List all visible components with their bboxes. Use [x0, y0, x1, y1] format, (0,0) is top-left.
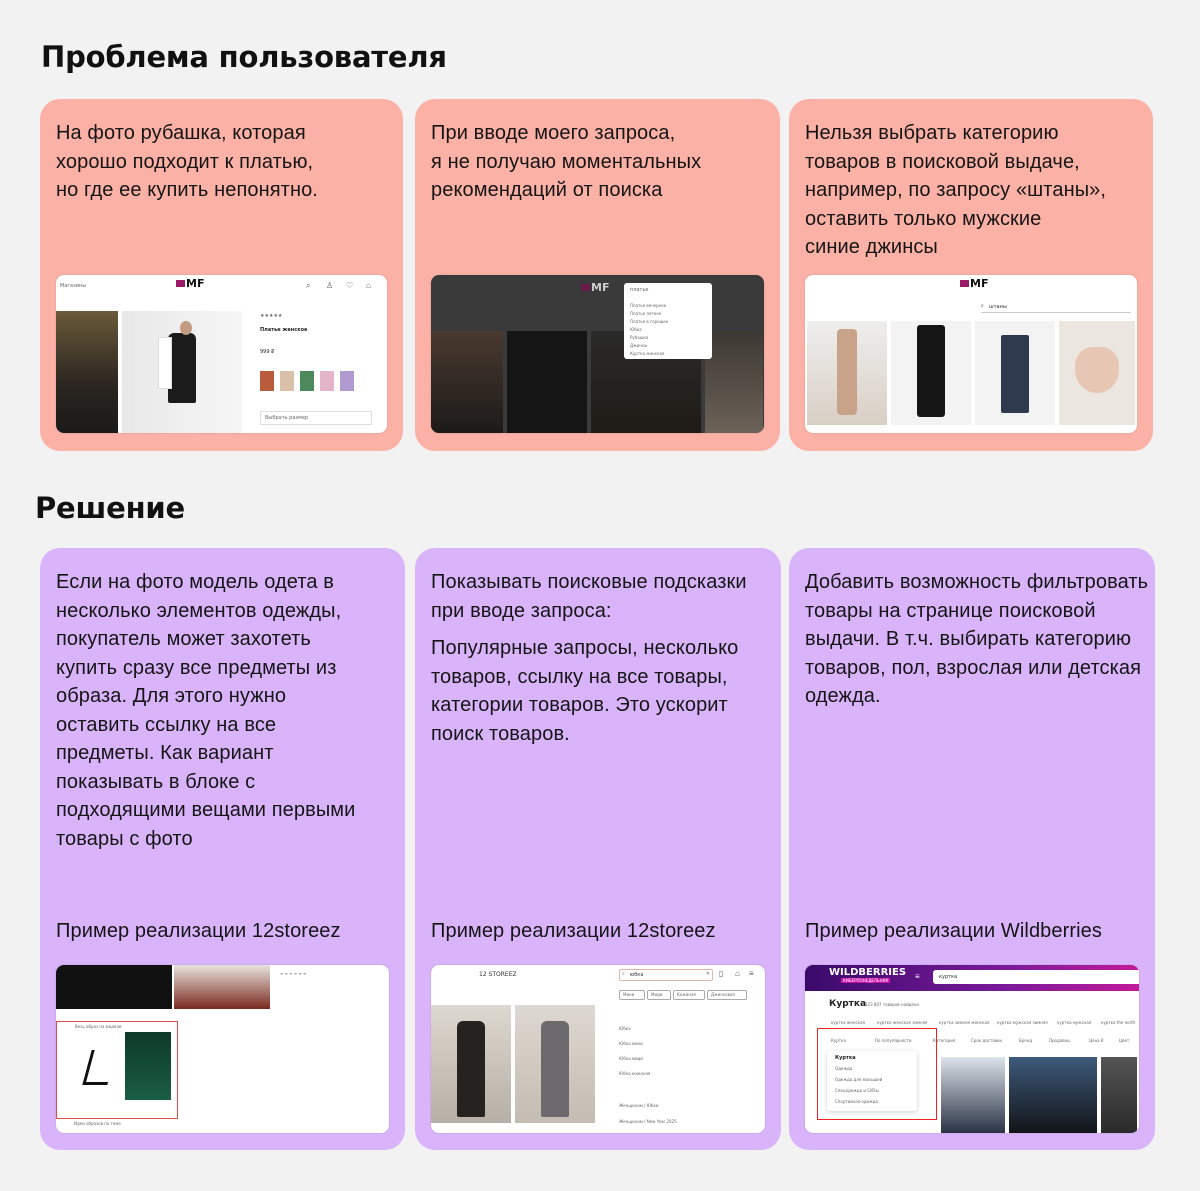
model-photo [507, 331, 587, 433]
mf-logo: MF [581, 281, 609, 294]
color-swatch[interactable] [320, 371, 334, 391]
model-photo [431, 331, 503, 433]
query-chip[interactable]: куртка женская зимняя [877, 1020, 928, 1025]
wb-header [805, 965, 1139, 991]
menu-item[interactable]: Спортивная одежда [835, 1099, 878, 1104]
example-label-1: Пример реализации 12storeez [56, 920, 341, 942]
product-info: ≡ ≡ ≡ ≡ ≡ ≡ [280, 971, 307, 976]
problem-text-1: На фото рубашка, которая хорошо подходит к платью, но где ее купить непонятно. [56, 122, 318, 201]
model-photo-1 [56, 311, 118, 433]
screenshot-12storeez-search [431, 965, 765, 1133]
solution-text-1: Если на фото модель одета в несколько элементов одежды, покупатель может захотеть купить сразу все предметы из образа. Для этого нужно оставить ссылку на все предметы. Как вариант показывать в блоке с подходящими вещами первыми товары с фото [56, 571, 356, 850]
product-thumb[interactable] [125, 1032, 171, 1100]
problem-text-3: Нельзя выбрать категорию товаров в поисковой выдаче, например, по запросу «штаны», оставить только мужские синие джинсы [805, 122, 1107, 258]
bag-icon[interactable]: ⌂ [735, 969, 740, 978]
product-card[interactable] [975, 321, 1055, 425]
results-count: 223 807 товаров найдено [865, 1002, 919, 1007]
filter-button[interactable]: Цвет [1119, 1038, 1130, 1043]
12storeez-logo: 12 STOREEZ [479, 971, 517, 978]
cart-icon: ⌂ [366, 281, 371, 290]
filter-button[interactable]: Срок доставки [971, 1038, 1003, 1043]
suggest-item[interactable]: Платье в горошек [630, 319, 669, 324]
product-card[interactable] [891, 321, 971, 425]
color-swatch[interactable] [300, 371, 314, 391]
promo-badge: КИБЕРПОНЕДЕЛЬНИК [843, 978, 889, 983]
product-thumb[interactable] [75, 1032, 121, 1100]
bookmark-icon[interactable]: ▯ [719, 969, 724, 978]
chip[interactable]: Мини [619, 990, 645, 1000]
chip[interactable]: Джинсовая [707, 990, 747, 1000]
suggest-row[interactable]: Юбка [619, 1026, 631, 1031]
problem-section-title: Проблема пользователя [41, 40, 447, 74]
solution-text-2b: Популярные запросы, несколько товаров, ссылку на все товары, категории товаров. Это ускорит поиск товаров. [431, 637, 739, 745]
highlight-frame [817, 1028, 937, 1120]
user-icon: ♙ [326, 281, 334, 290]
search-icon: ⌕ [306, 281, 311, 290]
color-swatch[interactable] [260, 371, 274, 391]
product-card[interactable] [515, 1005, 595, 1123]
search-input[interactable]: куртка [933, 970, 1139, 984]
product-card[interactable] [941, 1057, 1005, 1133]
suggest-dropdown [624, 283, 712, 359]
product-title: Платье женское [260, 327, 308, 333]
filter-button[interactable]: Бренд [1019, 1038, 1033, 1043]
suggest-row[interactable]: Юбка кожаная [619, 1071, 651, 1076]
menu-item[interactable]: Спецодежда и СИЗы [835, 1088, 879, 1093]
screenshot-wildberries-filters [805, 965, 1139, 1133]
product-card[interactable] [807, 321, 887, 425]
filter-button[interactable]: По популярности [875, 1038, 912, 1043]
problem-card-3 [789, 99, 1153, 451]
screenshot-search-results [805, 275, 1137, 433]
looks-link[interactable]: Идеи образов по теме [74, 1121, 121, 1126]
model-photo [56, 965, 172, 1009]
search-field[interactable]: ⌕ штаны [981, 302, 1131, 313]
example-label-3: Пример реализации Wildberries [805, 920, 1103, 942]
query-chip[interactable]: куртка мужская [1057, 1020, 1092, 1025]
filter-button[interactable]: Продавец [1049, 1038, 1070, 1043]
filter-button[interactable]: Категория [933, 1038, 956, 1043]
suggest-item[interactable]: Джинсы [630, 343, 648, 348]
chip[interactable]: Кожаная [673, 990, 705, 1000]
screenshot-search-suggest [431, 275, 764, 433]
query-chip[interactable]: куртка the north [1101, 1020, 1136, 1025]
screenshot-product-page [56, 275, 387, 433]
suggest-item[interactable]: Платье вечернее [630, 303, 667, 308]
chip[interactable]: Миди [647, 990, 671, 1000]
solution-card-1 [40, 548, 405, 1150]
category-row[interactable]: Женщинам / Юбки [619, 1103, 659, 1108]
rating: ★★★★★ [260, 313, 283, 319]
query-chip[interactable]: куртка женская [831, 1020, 865, 1025]
solution-card-3 [789, 548, 1155, 1150]
product-card[interactable] [1059, 321, 1135, 425]
search-input[interactable]: ⌕ юбка ✕ [619, 969, 713, 981]
solution-section-title: Решение [35, 491, 186, 525]
query-chip[interactable]: куртка мужская зимняя [997, 1020, 1048, 1025]
color-swatch[interactable] [280, 371, 294, 391]
model-photo [174, 965, 270, 1009]
problem-card-2 [415, 99, 780, 451]
menu-item[interactable]: Куртка [835, 1055, 856, 1061]
menu-icon[interactable]: ≡ [915, 972, 920, 981]
look-block: Весь образ на модели [56, 1021, 178, 1119]
menu-item[interactable]: Одежда для малышей [835, 1077, 883, 1082]
solution-text-2a: Показывать поисковые подсказки при вводе запроса: [431, 571, 747, 622]
search-input[interactable]: платье [630, 287, 649, 293]
wb-logo: WILDBERRIES [829, 967, 907, 978]
product-card[interactable] [1101, 1057, 1137, 1133]
example-label-2: Пример реализации 12storeez [431, 920, 716, 942]
filter-button[interactable]: Куртка [831, 1038, 846, 1043]
category-row[interactable]: Женщинам / New Year 2025 [619, 1119, 677, 1124]
solution-text-3: Добавить возможность фильтровать товары на странице поисковой выдачи. В т.ч. выбирать категорию товаров, пол, взрослая или детская одежда. [805, 571, 1149, 707]
mf-logo: MF [960, 277, 988, 290]
results-heading: Куртка [829, 999, 867, 1009]
problem-card-1 [40, 99, 403, 451]
size-select[interactable]: Выбрать размер [260, 411, 372, 425]
shop-link: Магазины [60, 283, 87, 289]
suggest-item[interactable]: Платье летнее [630, 311, 662, 316]
query-chip[interactable]: куртка зимняя женская [939, 1020, 990, 1025]
filter-button[interactable]: Цена ₽ [1089, 1038, 1104, 1043]
problem-text-2: При вводе моего запроса, я не получаю моментальных рекомендаций от поиска [431, 122, 702, 201]
product-card[interactable] [431, 1005, 511, 1123]
menu-item[interactable]: Одежда [835, 1066, 853, 1071]
product-price: 999 ₽ [260, 349, 275, 355]
model-photo [705, 331, 763, 433]
model-photo-2 [122, 311, 242, 433]
suggest-item[interactable]: Юбка [630, 327, 642, 332]
product-card[interactable] [1009, 1057, 1097, 1133]
suggest-row[interactable]: Юбка миди [619, 1056, 643, 1061]
heart-icon: ♡ [346, 281, 354, 290]
color-swatch[interactable] [340, 371, 354, 391]
suggest-item[interactable]: Рубашка [630, 335, 649, 340]
suggest-item[interactable]: Куртка женская [630, 351, 665, 356]
screenshot-12storeez-look [56, 965, 389, 1133]
mf-logo: MF [176, 277, 204, 290]
solution-card-2 [415, 548, 781, 1150]
suggest-row[interactable]: Юбка мини [619, 1041, 643, 1046]
menu-icon[interactable]: ≡ [749, 969, 754, 978]
